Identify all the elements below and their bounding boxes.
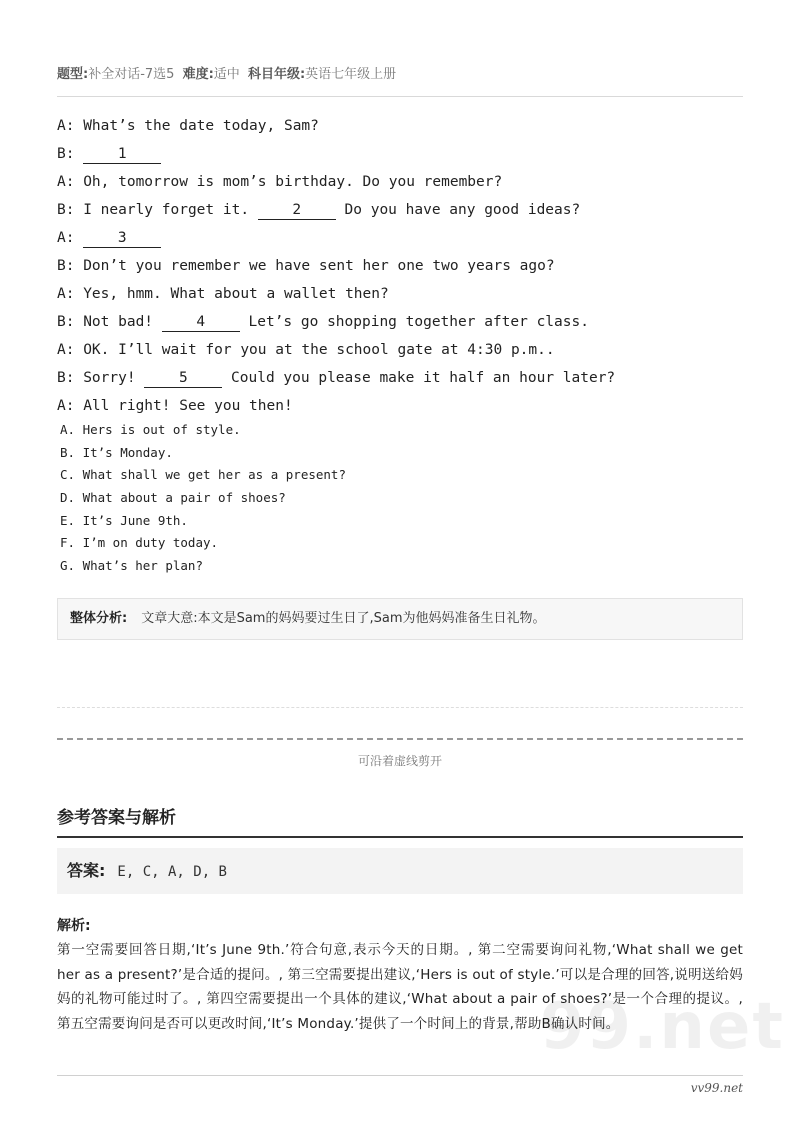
option-a: A. Hers is out of style. [60, 422, 241, 437]
option-g: G. What’s her plan? [60, 558, 203, 574]
option-c: C. What shall we get her as a present? [60, 467, 346, 483]
answer-box [57, 848, 743, 894]
dialogue-line: A: All right! See you then! [57, 398, 293, 414]
answer-label: 答案: [67, 861, 106, 880]
cut-hint: 可沿着虚线剪开 [357, 754, 442, 768]
difficulty-label: 难度: [182, 67, 214, 82]
dialogue-line: B: I nearly forget it. 2 Do you have any good ideas? [57, 202, 581, 218]
option-b: B. It’s Monday. [60, 444, 173, 460]
difficulty-value: 适中 [213, 67, 240, 82]
analysis-label: 整体分析: [70, 611, 128, 626]
option-e: E. It’s June 9th. [60, 512, 188, 528]
dialogue-line: B: Don’t you remember we have sent her one two years ago? [57, 258, 555, 274]
answer-section-heading: 参考答案与解析 [57, 803, 743, 838]
explanation-text: 第一空需要回答日期,‘It’s June 9th.’符合句意,表示今天的日期。, 第二空需要询问礼物,‘What shall we get her as a present?’是合适的提问。, 第三空需要提出建议,‘Hers is out of style.’可以是合理的回答,说明送给妈妈的礼物可能过时了。, 第四空需要提出一个具体的建议,‘What about a pair of shoes?’是一个合理的提议。, 第五空需要询问是否可以更改时间,‘It’s Monday.’提供了一个时间上的背景,帮助B确认时间。 [57, 942, 743, 1032]
overall-analysis-box [57, 598, 743, 640]
subject-label: 科目年级: [247, 67, 306, 82]
analysis-text: 文章大意:本文是Sam的妈妈要过生日了,Sam为他妈妈准备生日礼物。 [141, 611, 546, 626]
type-value: 补全对话-7选5 [88, 67, 175, 82]
blank-5: 5 [144, 369, 222, 388]
blank-1: 1 [83, 145, 161, 164]
answer-value: E, C, A, D, B [117, 864, 227, 880]
blank-3: 3 [83, 229, 161, 248]
dialogue-line: A: Yes, hmm. What about a wallet then? [57, 286, 389, 302]
divider-dashed-light [57, 707, 743, 708]
watermark: 99.net [540, 990, 785, 1064]
subject-value: 英语七年级上册 [305, 67, 397, 82]
dialogue-line: A: OK. I’ll wait for you at the school gate at 4:30 p.m.. [57, 342, 555, 358]
dialogue-line: A: Oh, tomorrow is mom’s birthday. Do you remember? [57, 174, 503, 190]
option-d: D. What about a pair of shoes? [60, 490, 286, 506]
type-label: 题型: [57, 67, 89, 82]
option-f: F. I’m on duty today. [60, 535, 219, 551]
dialogue-line: B: Not bad! 4 Let’s go shopping together after class. [57, 314, 589, 330]
footer-site: vv99.net [690, 1081, 743, 1095]
blank-4: 4 [162, 313, 240, 332]
dialogue-line: B: 1 [57, 140, 747, 168]
options-list [60, 419, 560, 578]
dialogue [57, 112, 747, 420]
meta-bar [57, 63, 743, 97]
explanation-label: 解析: [57, 918, 91, 934]
cut-line [57, 738, 743, 740]
footer-divider [57, 1075, 743, 1076]
dialogue-line: A: What’s the date today, Sam? [57, 118, 319, 134]
blank-2: 2 [258, 201, 336, 220]
dialogue-line: A: 3 [57, 224, 747, 252]
dialogue-line: B: Sorry! 5 Could you please make it half an hour later? [57, 370, 616, 386]
